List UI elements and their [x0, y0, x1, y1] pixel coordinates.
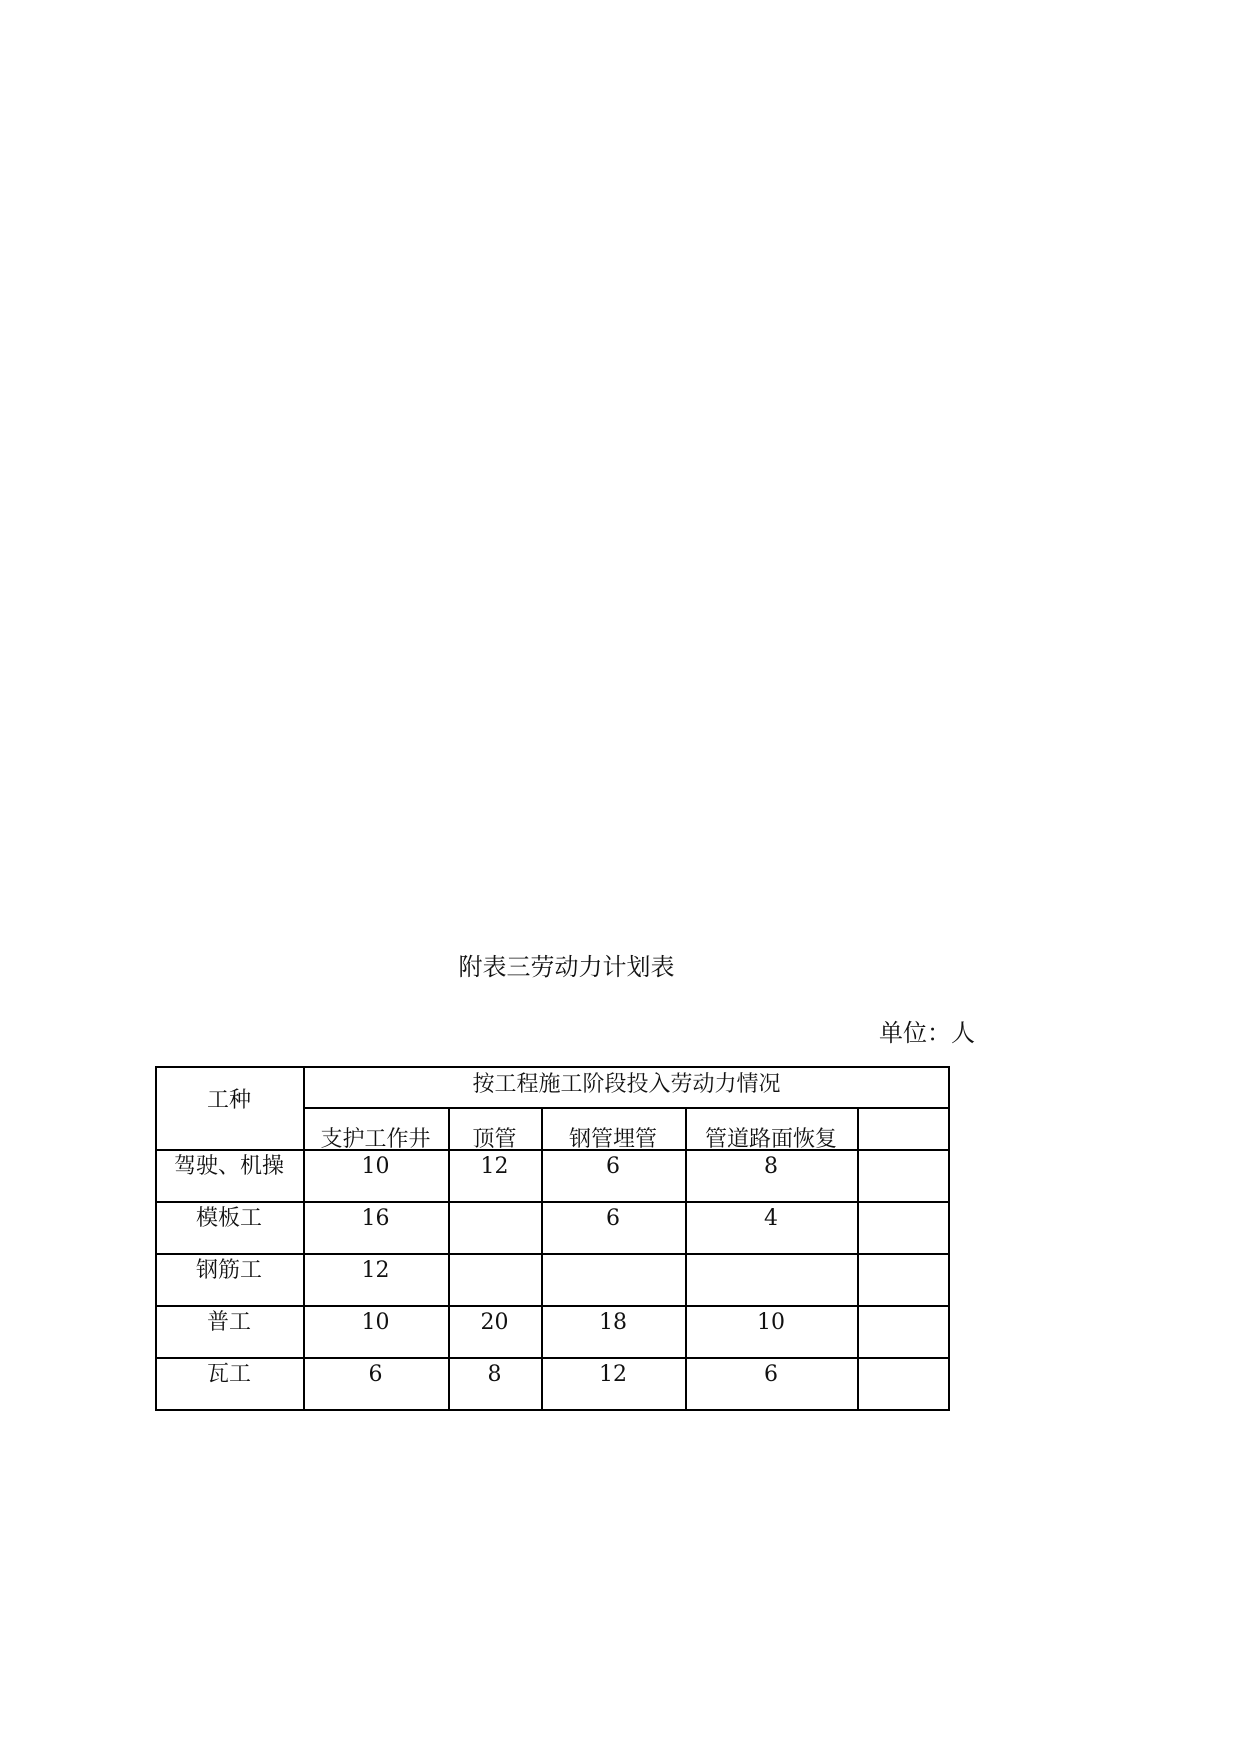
- table-row-5-cell-3: 12: [599, 1362, 627, 1387]
- table-row-1-trade: 驾驶、机操: [173, 1154, 284, 1179]
- table-row-2-cell-3: 6: [606, 1206, 620, 1231]
- page-title: 附表三劳动力计划表: [458, 953, 675, 981]
- header-trade: 工种: [206, 1088, 251, 1113]
- unit-label: 单位：人: [879, 1019, 975, 1047]
- table-row-4-cell-1: 10: [361, 1310, 390, 1335]
- table-row-1-cell-4: 8: [764, 1154, 778, 1179]
- table-row-5-cell-4: 6: [764, 1362, 778, 1387]
- header-stage-3: 钢管埋管: [568, 1127, 657, 1149]
- table-row-4-cell-3: 18: [599, 1310, 627, 1335]
- table-row-1-cell-1: 10: [361, 1154, 390, 1179]
- table-row-1-cell-2: 12: [480, 1154, 509, 1179]
- header-stage-4: 管道路面恢复: [704, 1127, 837, 1149]
- labor-plan-table: [155, 1066, 950, 1411]
- table-row-4-trade: 普工: [206, 1310, 251, 1335]
- header-stage-5: [857, 1109, 948, 1149]
- header-stage-1: 支护工作井: [320, 1127, 431, 1149]
- table-row-2-cell-1: 16: [361, 1206, 390, 1231]
- table-row-5-cell-1: 6: [368, 1362, 383, 1387]
- table-row-2-trade: 模板工: [195, 1206, 262, 1231]
- table-row-5-cell-2: 8: [487, 1362, 502, 1387]
- table-row-4-cell-4: 10: [757, 1310, 785, 1335]
- table-row-3-trade: 钢筋工: [195, 1258, 262, 1283]
- table-row-5-trade: 瓦工: [206, 1362, 251, 1387]
- table-row-4-cell-2: 20: [480, 1310, 509, 1335]
- header-stage-2: 顶管: [472, 1127, 517, 1149]
- table-row-3-cell-1: 12: [361, 1258, 390, 1283]
- header-stage-group: 按工程施工阶段投入劳动力情况: [472, 1072, 781, 1097]
- table-row-2-cell-4: 4: [764, 1206, 778, 1231]
- table-row-1-cell-3: 6: [606, 1154, 620, 1179]
